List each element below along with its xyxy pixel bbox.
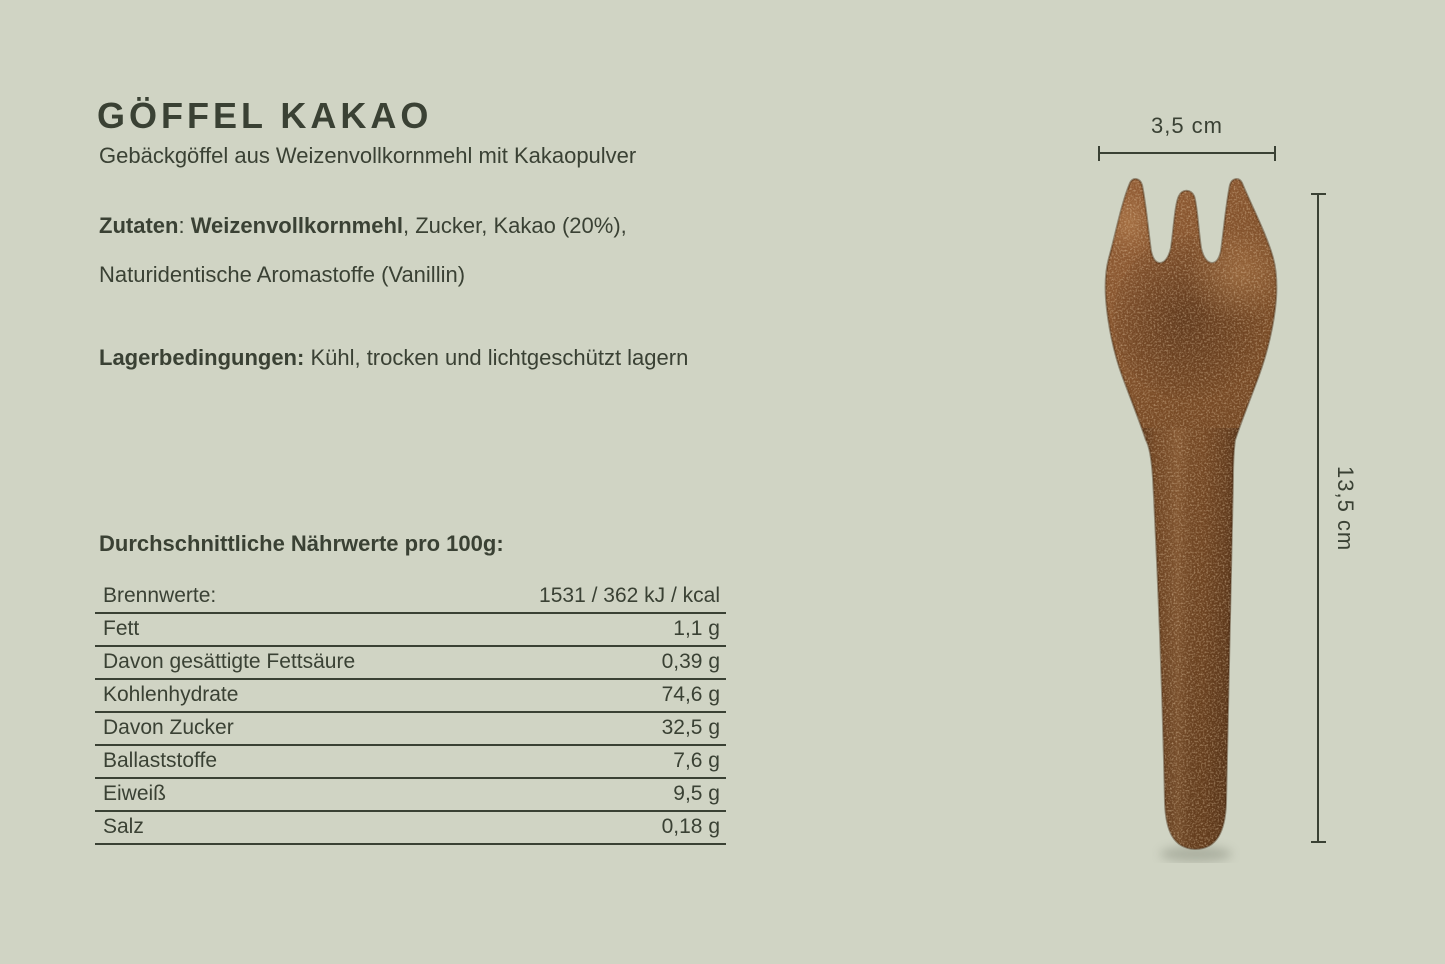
nutrient-value: 7,6 g — [673, 749, 720, 772]
nutrient-label: Brennwerte: — [103, 584, 217, 607]
table-row — [95, 680, 726, 713]
table-row — [95, 581, 726, 614]
table-row — [95, 713, 726, 746]
nutrient-label: Davon gesättigte Fettsäure — [103, 650, 356, 673]
ingredients-highlighted-item: Weizenvollkornmehl — [190, 213, 403, 238]
height-dimension-label: 13,5 cm — [1333, 466, 1358, 552]
nutrient-value: 32,5 g — [661, 716, 720, 739]
table-row — [95, 647, 726, 680]
ingredients-colon: : — [178, 213, 191, 238]
nutrient-value: 9,5 g — [673, 782, 720, 805]
table-row — [95, 746, 726, 779]
ingredients-label: Zutaten — [99, 213, 179, 238]
width-dimension-line — [1098, 152, 1276, 154]
ingredients-paragraph — [99, 201, 799, 299]
nutrient-label: Salz — [103, 815, 144, 838]
nutrient-value: 0,18 g — [661, 815, 720, 838]
nutrient-label: Fett — [103, 617, 140, 640]
nutrient-value: 1,1 g — [673, 617, 720, 640]
storage-paragraph — [99, 333, 799, 382]
nutrient-label: Davon Zucker — [103, 716, 234, 739]
ingredients-line2: Naturidentische Aromastoffe (Vanillin) — [99, 262, 466, 287]
product-photo-spork — [1085, 163, 1285, 863]
page-title: GÖFFEL KAKAO — [97, 95, 433, 136]
table-row — [95, 614, 726, 647]
table-row — [95, 779, 726, 812]
nutrient-value: 74,6 g — [661, 683, 720, 706]
nutrient-value: 1531 / 362 kJ / kcal — [539, 584, 720, 607]
table-row — [95, 812, 726, 845]
width-dimension-label: 3,5 cm — [1150, 113, 1224, 138]
storage-text: Kühl, trocken und lichtgeschützt lagern — [304, 345, 689, 370]
ingredients-rest: , Zucker, Kakao (20%), — [403, 213, 627, 238]
nutrition-table — [95, 581, 726, 845]
height-dimension-line — [1317, 193, 1319, 843]
nutrition-heading: Durchschnittliche Nährwerte pro 100g: — [99, 531, 504, 556]
product-subtitle: Gebäckgöffel aus Weizenvollkornmehl mit Kakaopulver — [99, 143, 637, 168]
nutrient-label: Eiweiß — [103, 782, 167, 805]
nutrient-label: Ballaststoffe — [103, 749, 218, 772]
nutrient-label: Kohlenhydrate — [103, 683, 239, 706]
storage-label: Lagerbedingungen: — [99, 345, 305, 370]
nutrient-value: 0,39 g — [661, 650, 720, 673]
